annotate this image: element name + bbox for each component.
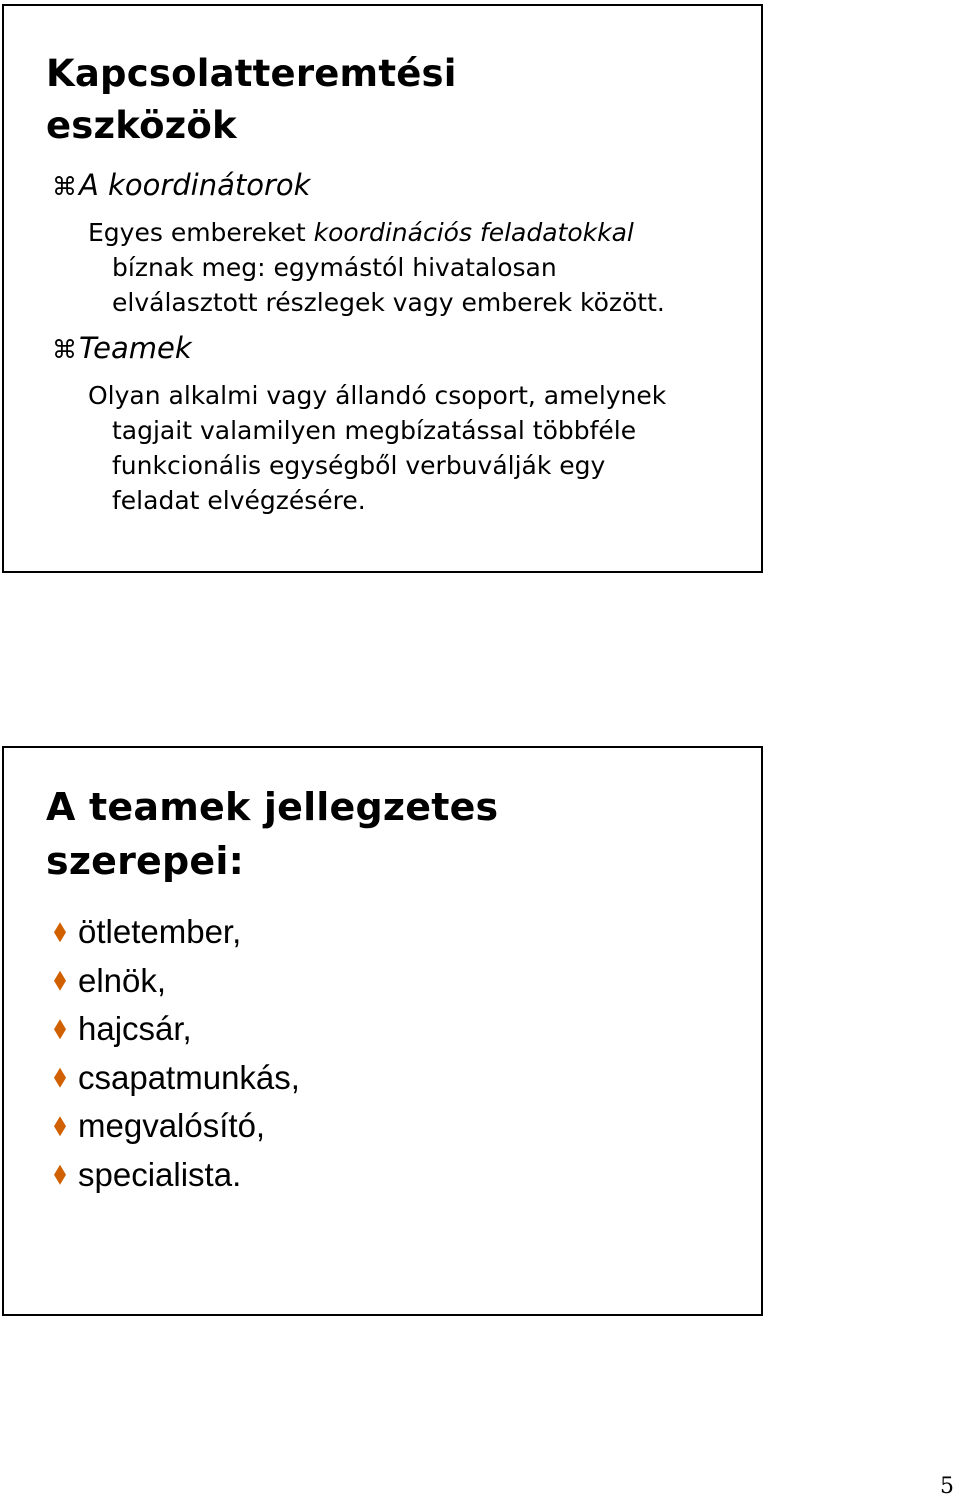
title-line-2: szerepei: [46,839,245,883]
diamond-icon [54,1116,66,1136]
body-line: feladat elvégzésére. [112,486,366,515]
diamond-icon [54,1019,66,1039]
title-line-1: Kapcsolatteremtési [46,52,457,95]
body-line: funkcionális egységből verbuválják egy [112,451,606,480]
role-label: specialista. [78,1155,242,1193]
emphasis-text: koordinációs feladatokkal [313,218,634,247]
body-line: tagjait valamilyen megbízatással többféle [112,416,637,445]
list-item [54,1005,300,1054]
diamond-icon [54,971,66,991]
section-body-teamek [88,378,728,518]
section-heading-label: A koordinátorok [79,168,311,202]
diamond-icon [54,922,66,942]
role-label: hajcsár, [78,1010,192,1047]
slide-title [46,48,457,152]
slide-kapcsolatteremtesi-eszkozok [2,4,763,573]
role-label: ötletember, [78,913,242,950]
section-heading-label: Teamek [79,331,192,365]
section-heading-koordinatorok [52,168,310,204]
body-line: Egyes embereket koordinációs feladatokkal [88,218,634,247]
diamond-icon [54,1165,66,1185]
role-label: csapatmunkás, [78,1058,300,1096]
role-label: megvalósító, [78,1107,266,1144]
body-line: elválasztott részlegek vagy emberek között. [112,288,665,317]
list-item [54,957,300,1006]
command-key-icon: ⌘ [52,335,77,364]
role-label: elnök, [78,961,167,999]
roles-list [54,908,300,1199]
body-line: Olyan alkalmi vagy állandó csoport, amelynek [88,381,667,410]
page-number: 5 [940,1474,954,1499]
body-line: bíznak meg: egymástól hivatalosan [112,253,557,282]
title-line-1: A teamek jellegzetes [46,785,499,829]
section-heading-teamek [52,331,192,367]
list-item [54,1151,300,1200]
slide-teamek-szerepei [2,746,763,1316]
list-item [54,908,300,957]
slide-title [46,780,498,888]
command-key-icon: ⌘ [52,172,77,201]
list-item [54,1102,300,1151]
list-item [54,1054,300,1103]
title-line-2: eszközök [46,104,237,147]
diamond-icon [54,1068,66,1088]
section-body-koordinatorok [88,215,728,320]
